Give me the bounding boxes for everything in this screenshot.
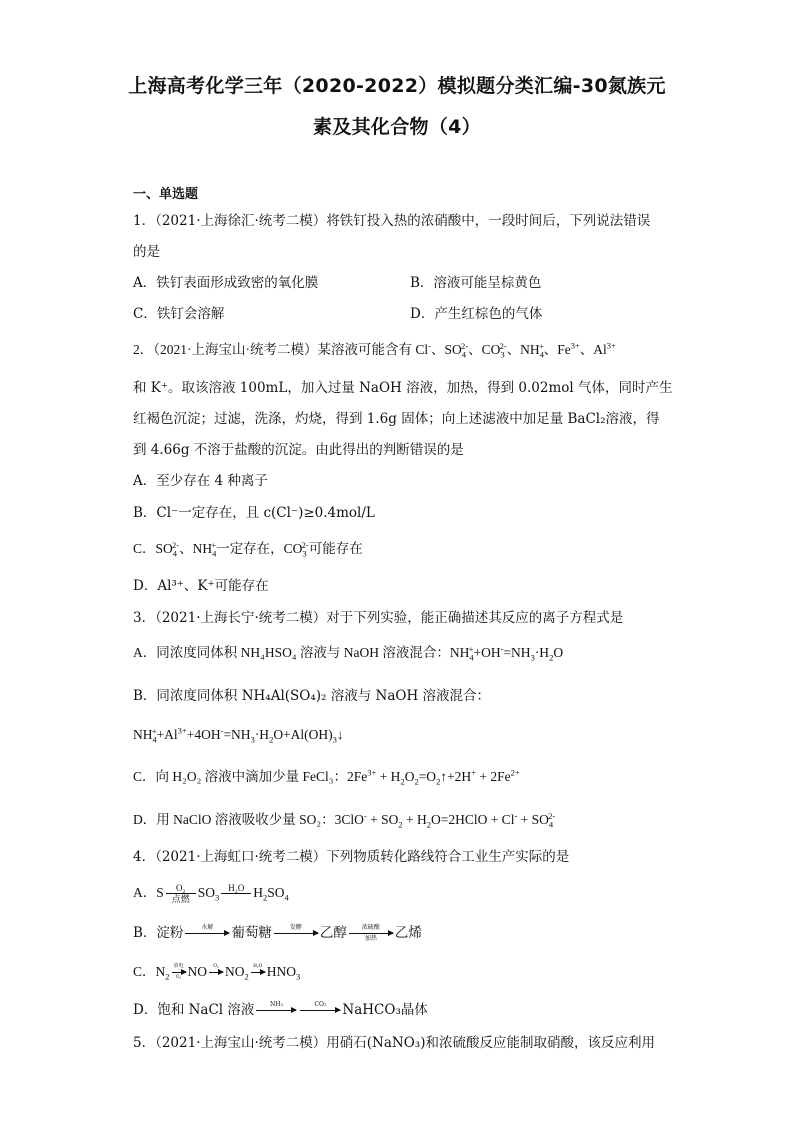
q2-option-c: C．$SO_4^{2-}$、$NH_4^+$一定存在，$CO_3^{2-}$可能存在 [133, 539, 363, 559]
q2-stem-line4: 到 4.66g 不溶于盐酸的沉淀。由此得出的判断错误的是 [133, 442, 464, 458]
q1-option-d: D．产生红棕色的气体 [410, 306, 543, 322]
q1-option-a: A．铁钉表面形成致密的氧化膜 [133, 275, 319, 291]
q3-stem: 3．（2021·上海长宁·统考二模）对于下列实验，能正确描述其反应的离子方程式是 [133, 610, 624, 626]
q4-option-d: D．饱和 NaCl 溶液 NH₃ CO₂ NaHCO₃晶体 [133, 1001, 428, 1018]
q5-stem: 5．（2021·上海宝山·统考二模）用硝石(NaNO₃)和浓硫酸反应能制取硝酸，该反应利用 [133, 1035, 655, 1051]
q4-option-c: C．$N_2$ 放电 O₂ NO O₂ $NO_2$ H₂O $HNO_3$ [133, 964, 301, 982]
q1-stem-line1: 1．（2021·上海徐汇·统考二模）将铁钉投入热的浓硝酸中，一段时间后，下列说法错误 [133, 213, 651, 229]
q3-option-b: B．同浓度同体积 NH₄Al(SO₄)₂ 溶液与 NaOH 溶液混合： [133, 688, 491, 704]
q1-option-b: B．溶液可能呈棕黄色 [410, 275, 542, 291]
q4-stem: 4．（2021·上海虹口·统考二模）下列物质转化路线符合工业生产实际的是 [133, 849, 570, 865]
q2-option-a: A．至少存在 4 种离子 [133, 473, 268, 489]
q2-option-d: D．Al³⁺、K⁺可能存在 [133, 578, 269, 594]
q3-option-b-equation: $NH_4^++Al^{3+}+4OH^-=NH_3\cdot H_2O+Al(OH)_3↓$ [133, 725, 344, 745]
q4-option-a: A．S O₂ 点燃 $SO_3$ H₂O $H_2SO_4$ [133, 883, 289, 905]
q2-stem-line3: 红褐色沉淀；过滤，洗涤，灼烧，得到 1.6g 固体；向上述滤液中加足量 BaCl₂溶液，得 [133, 411, 660, 427]
section-heading: 一、单选题 [133, 187, 199, 202]
q3-option-a: A．同浓度同体积 NH₄HSO₄ 溶液与 NaOH 溶液混合：$NH_4^++OH^-=NH_3\cdot H_2O$ [133, 643, 564, 663]
q1-stem-line2: 的是 [133, 244, 160, 260]
q2-stem-line2: 和 K⁺。取该溶液 100mL，加入过量 NaOH 溶液，加热，得到 0.02mol 气体，同时产生 [133, 380, 673, 396]
q2-stem-line1: 2．（2021·上海宝山·统考二模）某溶液可能含有 Cl-、$SO_4^{2-}$、$CO_3^{2-}$、$NH_4^+$、$Fe^{3+}$、$Al^{3+}$ [133, 340, 616, 360]
doc-title-line2: 素及其化合物（4） [313, 116, 481, 138]
doc-title-line1: 上海高考化学三年（2020-2022）模拟题分类汇编-30氮族元 [128, 75, 666, 97]
q3-option-c: C．向 H₂O₂ 溶液中滴加少量 FeCl₃：$2Fe^{3+}$ + $H_2O_2=O_2↑+2H^+ + 2Fe^{2+}$ [133, 767, 520, 787]
q1-option-c: C．铁钉会溶解 [133, 306, 225, 322]
q3-option-d: D．用 NaClO 溶液吸收少量 SO₂：$3ClO^- + SO_2$ + $H_2O=2HClO + Cl^- + SO_4^{2-}$ [133, 810, 556, 830]
q4-option-b: B．淀粉 水解 葡萄糖 发酵 乙醇 浓硫酸 加热 乙烯 [133, 924, 422, 942]
q2-option-b: B．Cl⁻一定存在，且 c(Cl⁻)≥0.4mol/L [133, 505, 375, 521]
